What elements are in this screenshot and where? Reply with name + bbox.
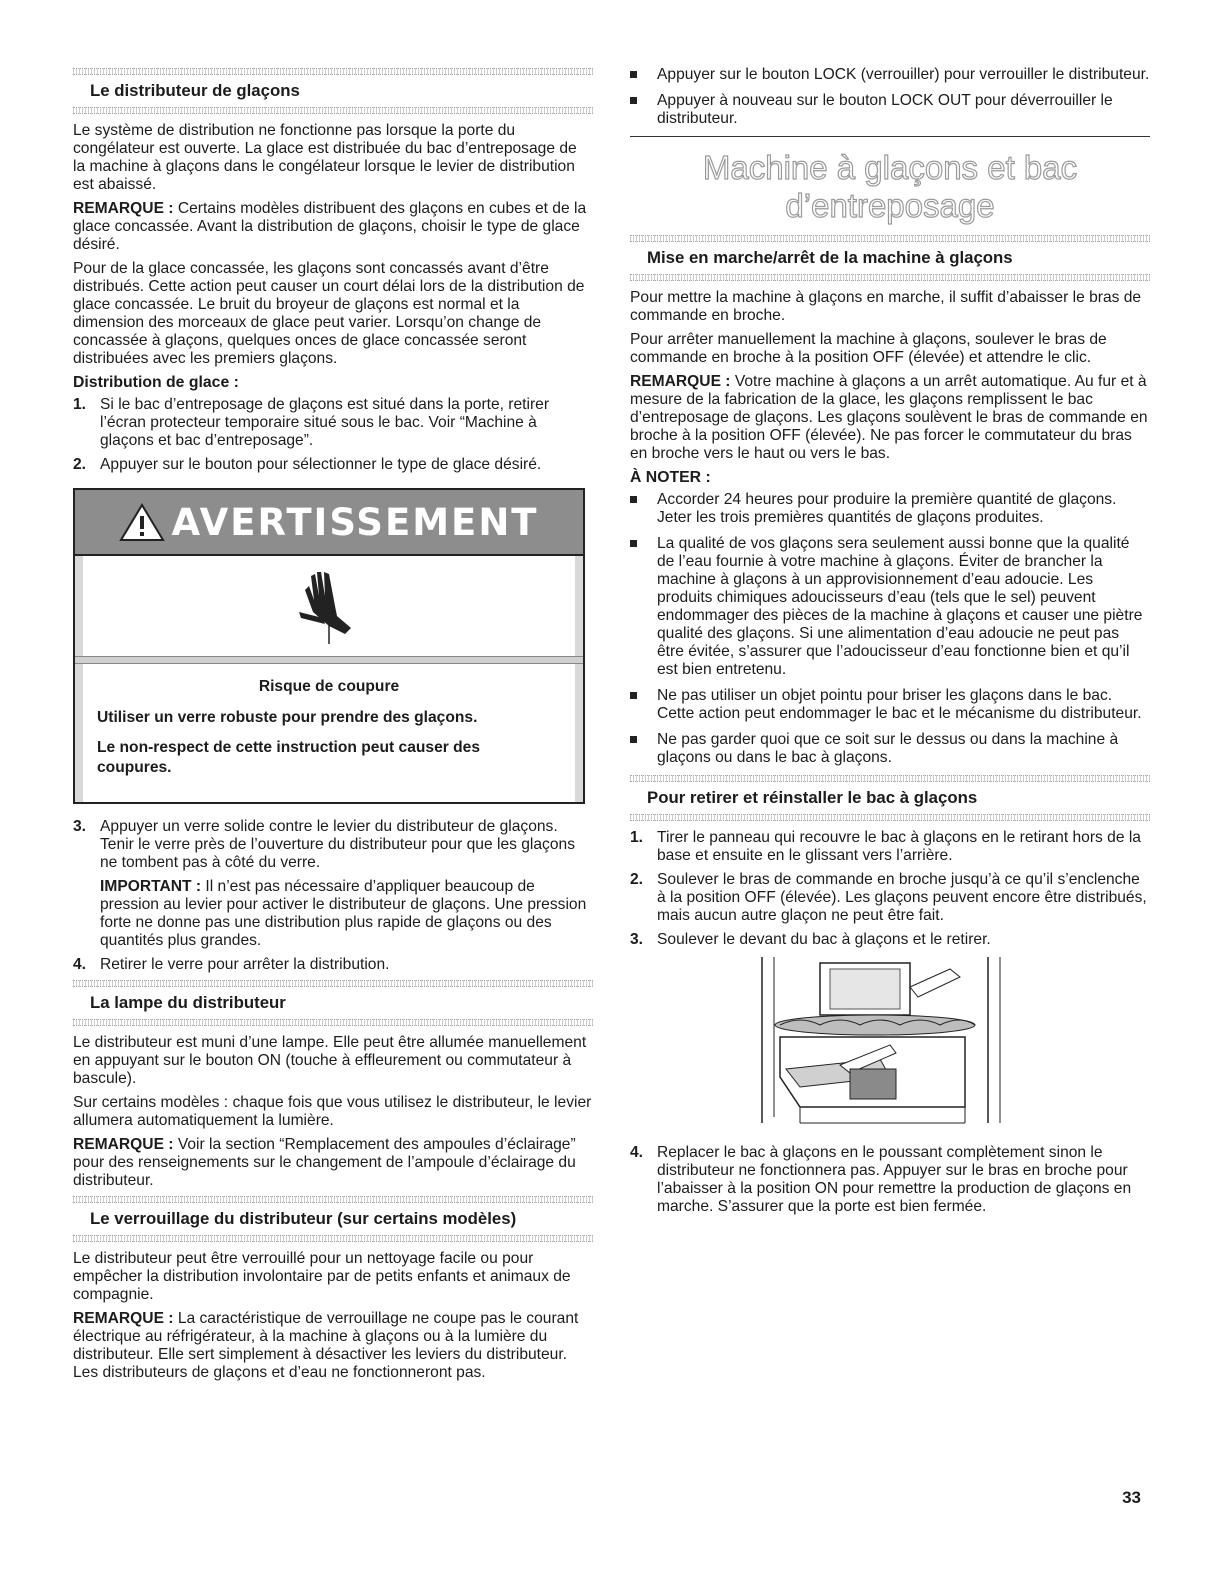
note-label: REMARQUE : (73, 200, 174, 217)
bullet-text: La qualité de vos glaçons sera seulement aussi bonne que la qualité de l’eau fournie à votre machine à glaçons. Éviter de brancher la machine à glaçons à un approvisionnement d’eau adoucie. Les produits chimiques adoucisseurs d’eau (tels que le sel) peuvent endommager des pièces de la machine à glaçons et causer une piètre qualité des glaçons. Si une alimentation d’eau adoucie ne peut pas être évitée, s’assurer que l’adoucisseur d’eau fonctionne bien et qu’il est bien entretenu. (657, 535, 1143, 678)
right-column (630, 66, 1150, 1222)
dotted-rule (630, 775, 1150, 782)
dotted-rule (630, 814, 1150, 821)
bullet-square-icon (630, 540, 637, 547)
bullet-square-icon (630, 97, 637, 104)
paragraph: Pour arrêter manuellement la machine à glaçons, soulever le bras de commande en broche à la position OFF (élevée) et attendre le clic. (630, 331, 1107, 366)
section-title: Mise en marche/arrêt de la machine à glaçons (647, 248, 1013, 267)
bullet-list (630, 491, 1150, 767)
step-text: Appuyer sur le bouton pour sélectionner le type de glace désiré. (100, 456, 542, 473)
left-column (73, 62, 593, 1388)
subsection-title: Distribution de glace : (73, 374, 239, 391)
note-paragraph (630, 373, 1150, 463)
ice-bin-diagram-icon (760, 957, 1010, 1127)
list-item (630, 535, 1150, 679)
list-item (630, 1144, 1150, 1216)
note-paragraph (73, 1310, 593, 1382)
warning-symbol-area (75, 556, 583, 656)
section-header-dispenser (73, 68, 593, 114)
warning-body (75, 664, 583, 802)
steps-list (630, 1144, 1150, 1216)
note-paragraph (73, 1136, 593, 1190)
dotted-rule (73, 68, 593, 75)
list-item (630, 731, 1150, 767)
subsection-title: À NOTER : (630, 469, 711, 486)
warning-box (73, 488, 585, 804)
dotted-rule (73, 1235, 593, 1242)
step-number: 3. (73, 818, 87, 835)
bullet-list (630, 66, 1150, 128)
step-text: Si le bac d’entreposage de glaçons est situé dans la porte, retirer l’écran protecteur temporaire situé sous le bac. Voir “Machine à glaçons et bac d’entreposage”. (100, 396, 550, 449)
paragraph: Sur certains modèles : chaque fois que vous utilisez le distributeur, le levier allumera automatiquement la lumière. (73, 1094, 592, 1129)
step-number: 2. (73, 456, 87, 473)
note-label: REMARQUE : (73, 1136, 174, 1153)
step-number: 1. (630, 829, 644, 846)
paragraph: Pour de la glace concassée, les glaçons sont concassés avant d’être distribués. Cette action peut causer un court délai lors de la distribution de glace concassée. Le bruit du broyeur de glaçons est normal et la dimension des morceaux de glace peut varier. Lorsqu’on change de concassée à glaçons, quelques onces de glace concassée seront distribuées avec les premiers glaçons. (73, 260, 585, 367)
list-item (630, 931, 1150, 949)
step-number: 4. (630, 1144, 644, 1161)
paragraph: Le système de distribution ne fonctionne pas lorsque la porte du congélateur est ouverte. La glace est distribuée du bac d’entreposage de la machine à glaçons dans le congélateur lorsque le levier de distribution est abaissé. (73, 122, 577, 193)
section-header-onoff (630, 235, 1150, 281)
warning-risk: Risque de coupure (258, 678, 400, 695)
warning-triangle-icon (119, 502, 165, 542)
step-text: Tirer le panneau qui recouvre le bac à glaçons en le retirant hors de la base et ensuite en le glissant vers l’arrière. (657, 829, 1141, 864)
step-text: Soulever le bras de commande en broche jusqu’à ce qu’il s’enclenche à la position OFF (élevée). Les glaçons peuvent encore être distribués, mais aucun autre glaçon ne peut être fait. (657, 871, 1147, 924)
warning-header (75, 490, 583, 556)
divider (630, 136, 1150, 137)
note-text: Votre machine à glaçons a un arrêt automatique. Au fur et à mesure de la fabrication de la glace, les glaçons remplissent le bac d’entreposage de glaçons. Les glaçons soulèvent le bras de commande en broche à la position OFF (élevée). Ne pas forcer le commutateur du bras en broche vers le haut ou vers le bas. (630, 373, 1148, 462)
steps-list (73, 396, 593, 474)
dotted-rule (73, 107, 593, 114)
dotted-rule (630, 235, 1150, 242)
note-label: REMARQUE : (630, 373, 731, 390)
step-text: Replacer le bac à glaçons en le poussant complètement sinon le distributeur ne fonctionnera pas. Appuyer sur le bras en broche pour l’abaisser à la position ON pour remettre la production de glaçons en marche. S’assurer que la porte est bien fermée. (657, 1144, 1132, 1215)
bullet-text: Ne pas utiliser un objet pointu pour briser les glaçons dans le bac. Cette action peut endommager le bac et le mécanisme du distributeur. (657, 687, 1142, 722)
section-header-bin (630, 775, 1150, 821)
step-text: Soulever le devant du bac à glaçons et le retirer. (657, 931, 991, 948)
dotted-rule (73, 1019, 593, 1026)
important-text: Il n’est pas nécessaire d’appliquer beaucoup de pression au levier pour activer le distributeur de glaçons. Une pression forte ne donne pas une distribution plus rapide de glaçons ou des quantités plus grandes. (100, 878, 587, 949)
steps-list (73, 818, 593, 872)
step-number: 3. (630, 931, 644, 948)
list-item (630, 687, 1150, 723)
important-paragraph (73, 878, 593, 950)
steps-list (73, 956, 593, 974)
section-header-lamp (73, 980, 593, 1026)
warning-line: Le non-respect de cette instruction peut causer des coupures. (97, 739, 481, 776)
bullet-square-icon (630, 71, 637, 78)
list-item (630, 871, 1150, 925)
steps-list (630, 829, 1150, 949)
section-title: Le distributeur de glaçons (90, 81, 300, 100)
list-item (73, 456, 593, 474)
list-item (630, 829, 1150, 865)
step-text: Appuyer un verre solide contre le levier du distributeur de glaçons. Tenir le verre près de l’ouverture du distributeur pour que les glaçons ne tombent pas à côté du verre. (100, 818, 575, 871)
list-item (630, 491, 1150, 527)
paragraph: Le distributeur peut être verrouillé pour un nettoyage facile ou pour empêcher la distribution involontaire par de petits enfants et animaux de compagnie. (73, 1250, 571, 1303)
paragraph: Le distributeur est muni d’une lampe. Elle peut être allumée manuellement en appuyant sur le bouton ON (touche à effleurement ou commutateur à bascule). (73, 1034, 587, 1087)
list-item (73, 956, 593, 974)
step-text: Retirer le verre pour arrêter la distribution. (100, 956, 390, 973)
step-number: 2. (630, 871, 644, 888)
bullet-text: Appuyer à nouveau sur le bouton LOCK OUT pour déverrouiller le distributeur. (657, 92, 1113, 127)
warning-divider (75, 656, 583, 664)
chapter-title-line: Machine à glaçons et bac (702, 149, 1078, 186)
list-item (73, 396, 593, 450)
note-paragraph (73, 200, 593, 254)
bullet-text: Accorder 24 heures pour produire la première quantité de glaçons. Jeter les trois premières quantités de glaçons produites. (657, 491, 1117, 526)
bullet-text: Appuyer sur le bouton LOCK (verrouiller) pour verrouiller le distributeur. (657, 66, 1150, 83)
paragraph: Pour mettre la machine à glaçons en marche, il suffit d’abaisser le bras de commande en broche. (630, 289, 1142, 324)
bullet-square-icon (630, 496, 637, 503)
note-text: La caractéristique de verrouillage ne coupe pas le courant électrique au réfrigérateur, à la machine à glaçons ou à la lumière du distributeur. Elle sert simplement à désactiver les leviers du distributeur. Les distributeurs de glaçons et d’eau ne fonctionneront pas. (73, 1310, 579, 1381)
dotted-rule (73, 1196, 593, 1203)
bullet-square-icon (630, 736, 637, 743)
page-number: 33 (1122, 1488, 1141, 1507)
note-text: Voir la section “Remplacement des ampoules d’éclairage” pour des renseignements sur le changement de l’ampoule d’éclairage du distributeur. (73, 1136, 576, 1189)
list-item (73, 818, 593, 872)
section-title: Pour retirer et réinstaller le bac à glaçons (647, 788, 978, 807)
bullet-square-icon (630, 692, 637, 699)
warning-line: Utiliser un verre robuste pour prendre des glaçons. (97, 709, 478, 726)
chapter-title-line: d’entreposage (785, 187, 995, 224)
step-number: 1. (73, 396, 87, 413)
note-label: REMARQUE : (73, 1310, 174, 1327)
ice-bin-illustration (760, 957, 1150, 1132)
list-item (630, 92, 1150, 128)
dotted-rule (73, 980, 593, 987)
bullet-text: Ne pas garder quoi que ce soit sur le dessus ou dans la machine à glaçons ou dans le bac à glaçons. (657, 731, 1119, 766)
section-header-lock (73, 1196, 593, 1242)
warning-title: AVERTISSEMENT (171, 500, 539, 544)
list-item (630, 66, 1150, 84)
important-label: IMPORTANT : (100, 878, 202, 895)
note-text: Certains modèles distribuent des glaçons en cubes et de la glace concassée. Avant la distribution de glaçons, choisir le type de glace désiré. (73, 200, 587, 253)
step-number: 4. (73, 956, 87, 973)
section-title: Le verrouillage du distributeur (sur certains modèles) (90, 1209, 517, 1228)
section-title: La lampe du distributeur (90, 993, 286, 1012)
cut-hand-icon (289, 566, 369, 646)
chapter-title (630, 149, 1150, 225)
dotted-rule (630, 274, 1150, 281)
